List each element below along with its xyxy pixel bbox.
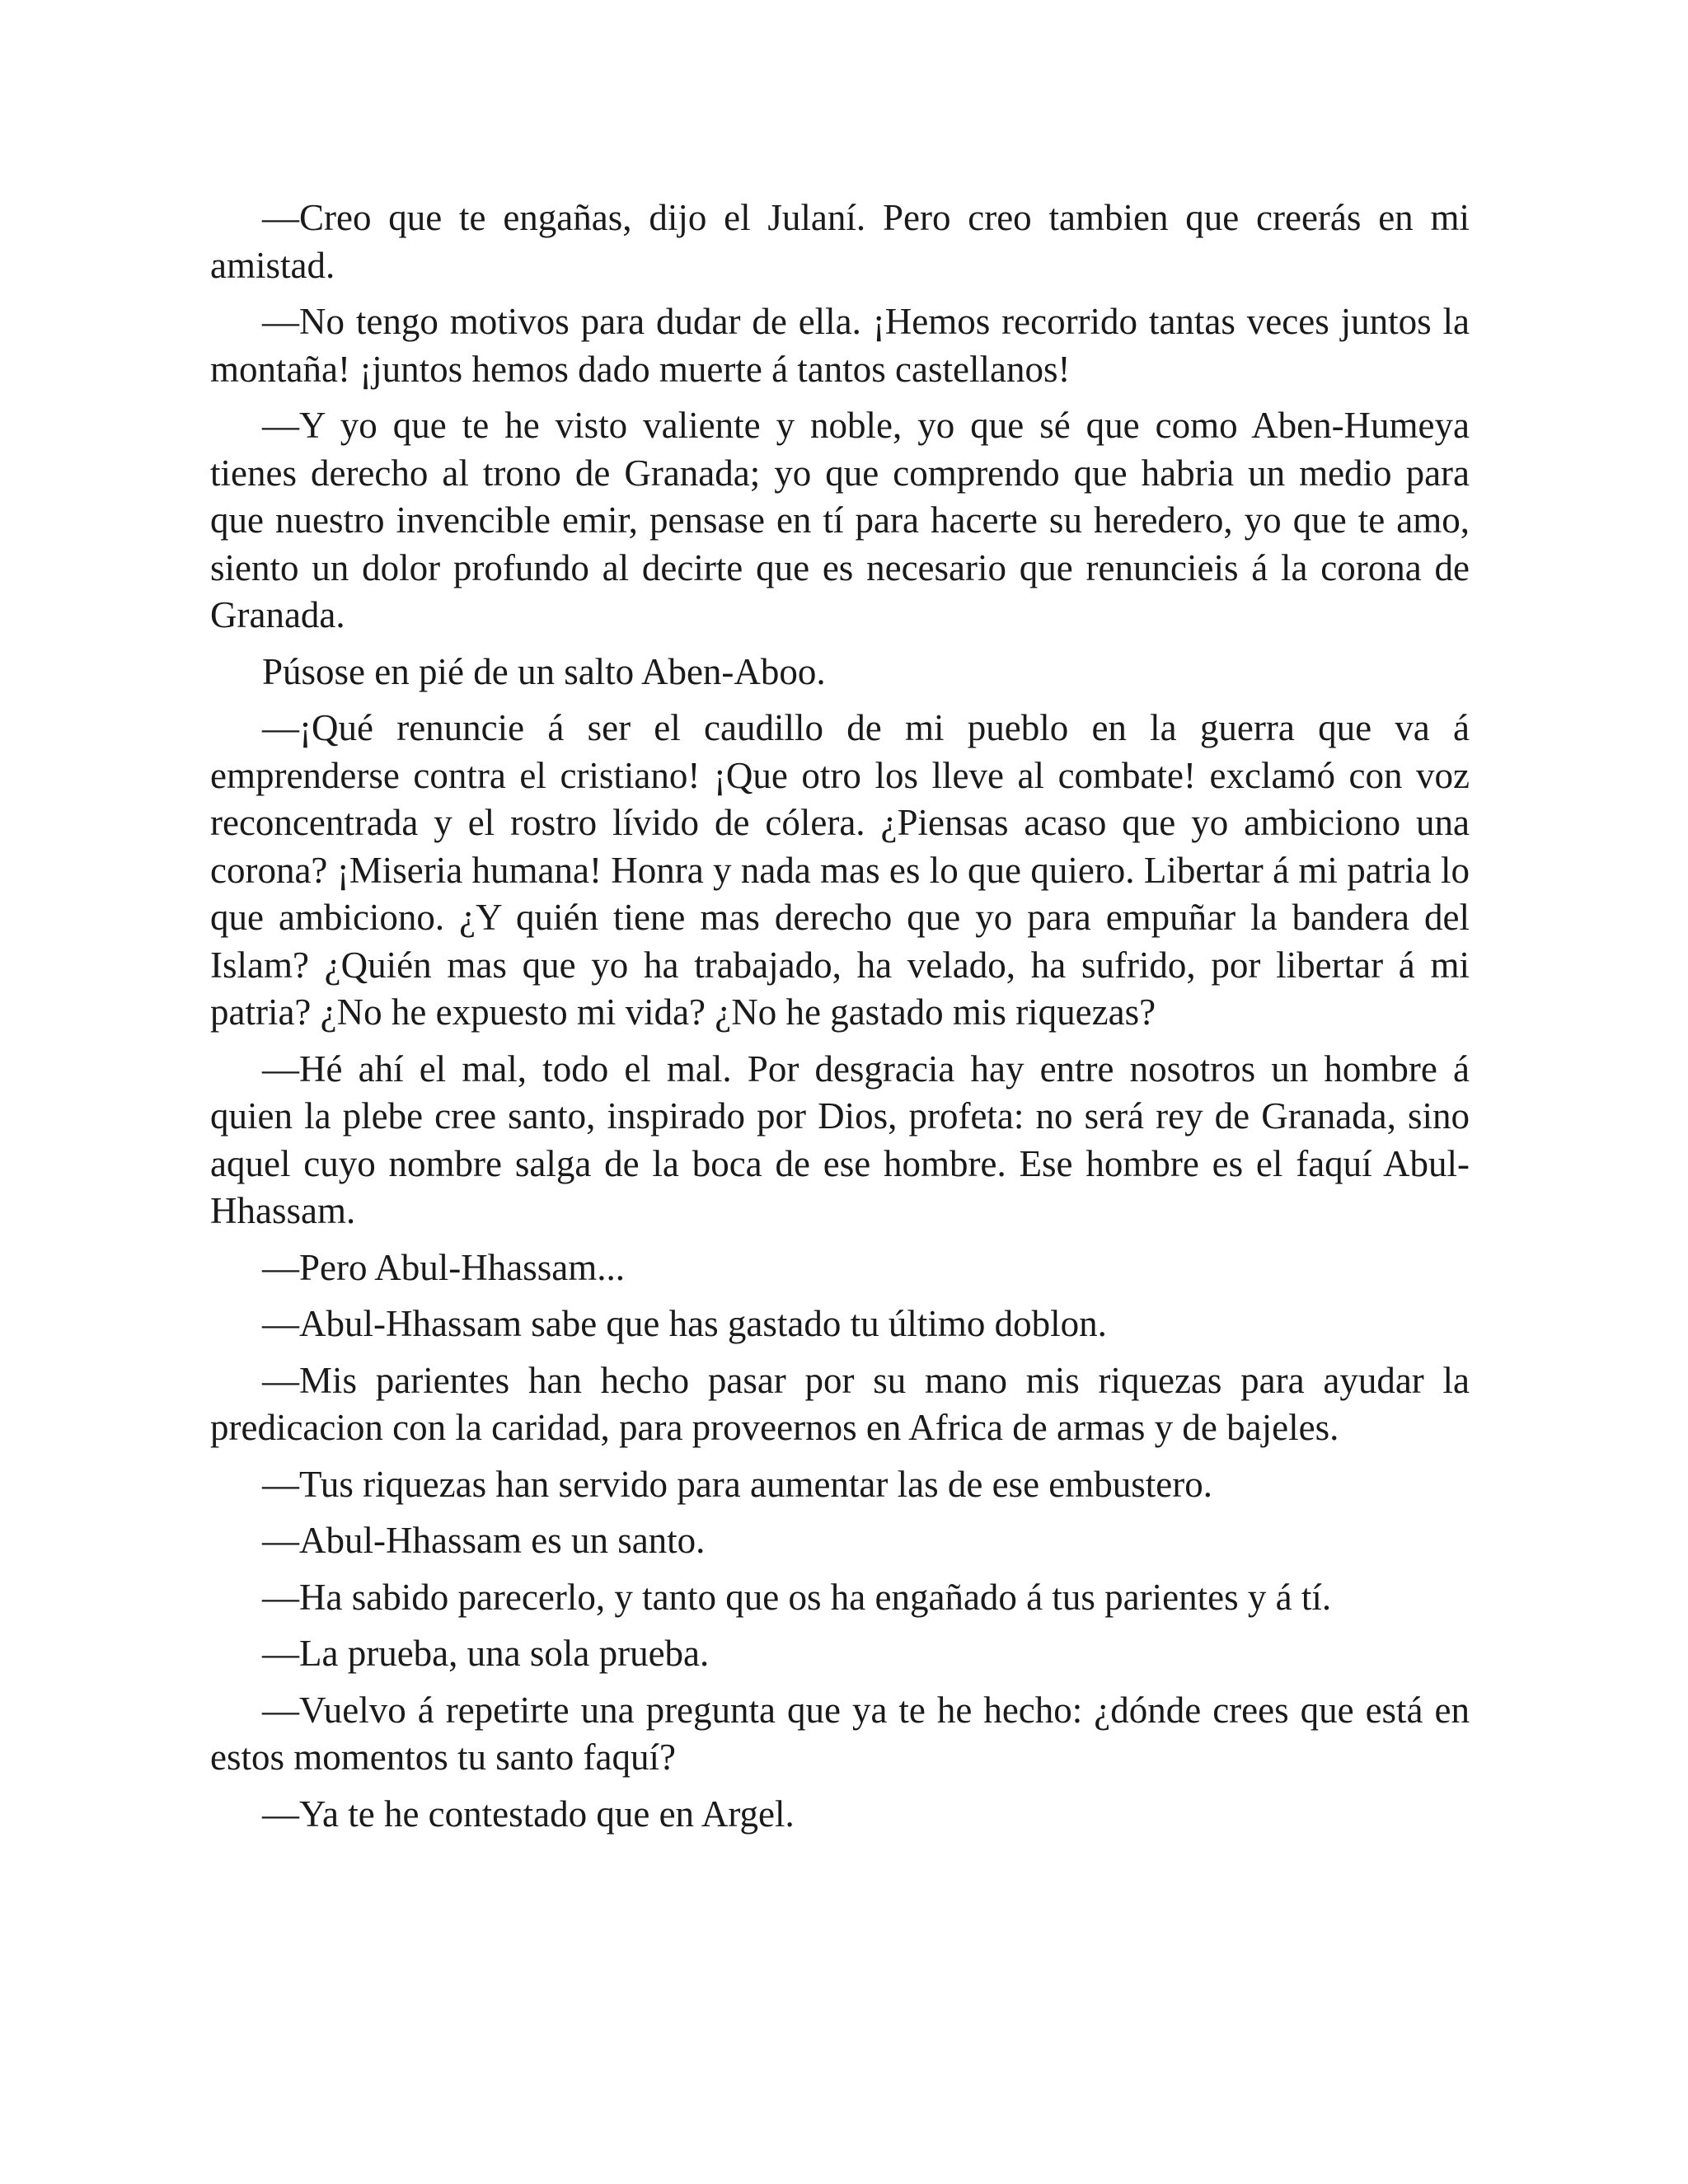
paragraph: —Ha sabido parecerlo, y tanto que os ha engañado á tus parientes y á tí. — [262, 1576, 1332, 1618]
paragraph: —Ya te he contestado que en Argel. — [262, 1793, 795, 1835]
body-text — [210, 194, 1470, 1847]
paragraph: —¡Qué renuncie á ser el caudillo de mi pueblo en la guerra que va á emprenderse contra el cristiano! ¡Que otro los lleve al combate! exclamó con voz reconcentrada y el rostro lívido de cólera. ¿Piensas acaso que yo ambiciono una corona? ¡Miseria humana! Honra y nada mas es lo que quiero. Libertar á mi patria lo que ambiciono. ¿Y quién tiene mas derecho que yo para empuñar la bandera del Islam? ¿Quién mas que yo ha trabajado, ha velado, ha sufrido, por libertar á mi patria? ¿No he expuesto mi vida? ¿No he gastado mis riquezas? — [210, 707, 1470, 1033]
paragraph: —Creo que te engañas, dijo el Julaní. Pero creo tambien que creerás en mi amistad. — [210, 197, 1470, 286]
paragraph: —Hé ahí el mal, todo el mal. Por desgracia hay entre nosotros un hombre á quien la plebe cree santo, inspirado por Dios, profeta: no será rey de Granada, sino aquel cuyo nombre salga de la boca de ese hombre. Ese hombre es el faquí Abul-Hhassam. — [210, 1047, 1470, 1231]
paragraph: Púsose en pié de un salto Aben-Aboo. — [262, 650, 826, 692]
paragraph: —Tus riquezas han servido para aumentar las de ese embustero. — [262, 1463, 1212, 1505]
paragraph: —Vuelvo á repetirte una pregunta que ya te he hecho: ¿dónde crees que está en estos momentos tu santo faquí? — [210, 1689, 1470, 1778]
paragraph: —La prueba, una sola prueba. — [262, 1633, 710, 1674]
paragraph: —Pero Abul-Hhassam... — [262, 1246, 625, 1288]
paragraph: —Y yo que te he visto valiente y noble, yo que sé que como Aben-Humeya tienes derecho al trono de Granada; yo que comprendo que habria un medio para que nuestro invencible emir, pensase en tí para hacerte su heredero, yo que te amo, siento un dolor profundo al decirte que es necesario que renuncieis á la corona de Granada. — [210, 405, 1470, 635]
paragraph: —Mis parientes han hecho pasar por su mano mis riquezas para ayudar la predicacion con la caridad, para proveernos en Africa de armas y de bajeles. — [210, 1359, 1470, 1448]
paragraph: —Abul-Hhassam es un santo. — [262, 1520, 706, 1561]
paragraph: —No tengo motivos para dudar de ella. ¡Hemos recorrido tantas veces juntos la montaña! ¡juntos hemos dado muerte á tantos castellanos! — [210, 301, 1470, 390]
paragraph: —Abul-Hhassam sabe que has gastado tu último doblon. — [262, 1303, 1107, 1344]
